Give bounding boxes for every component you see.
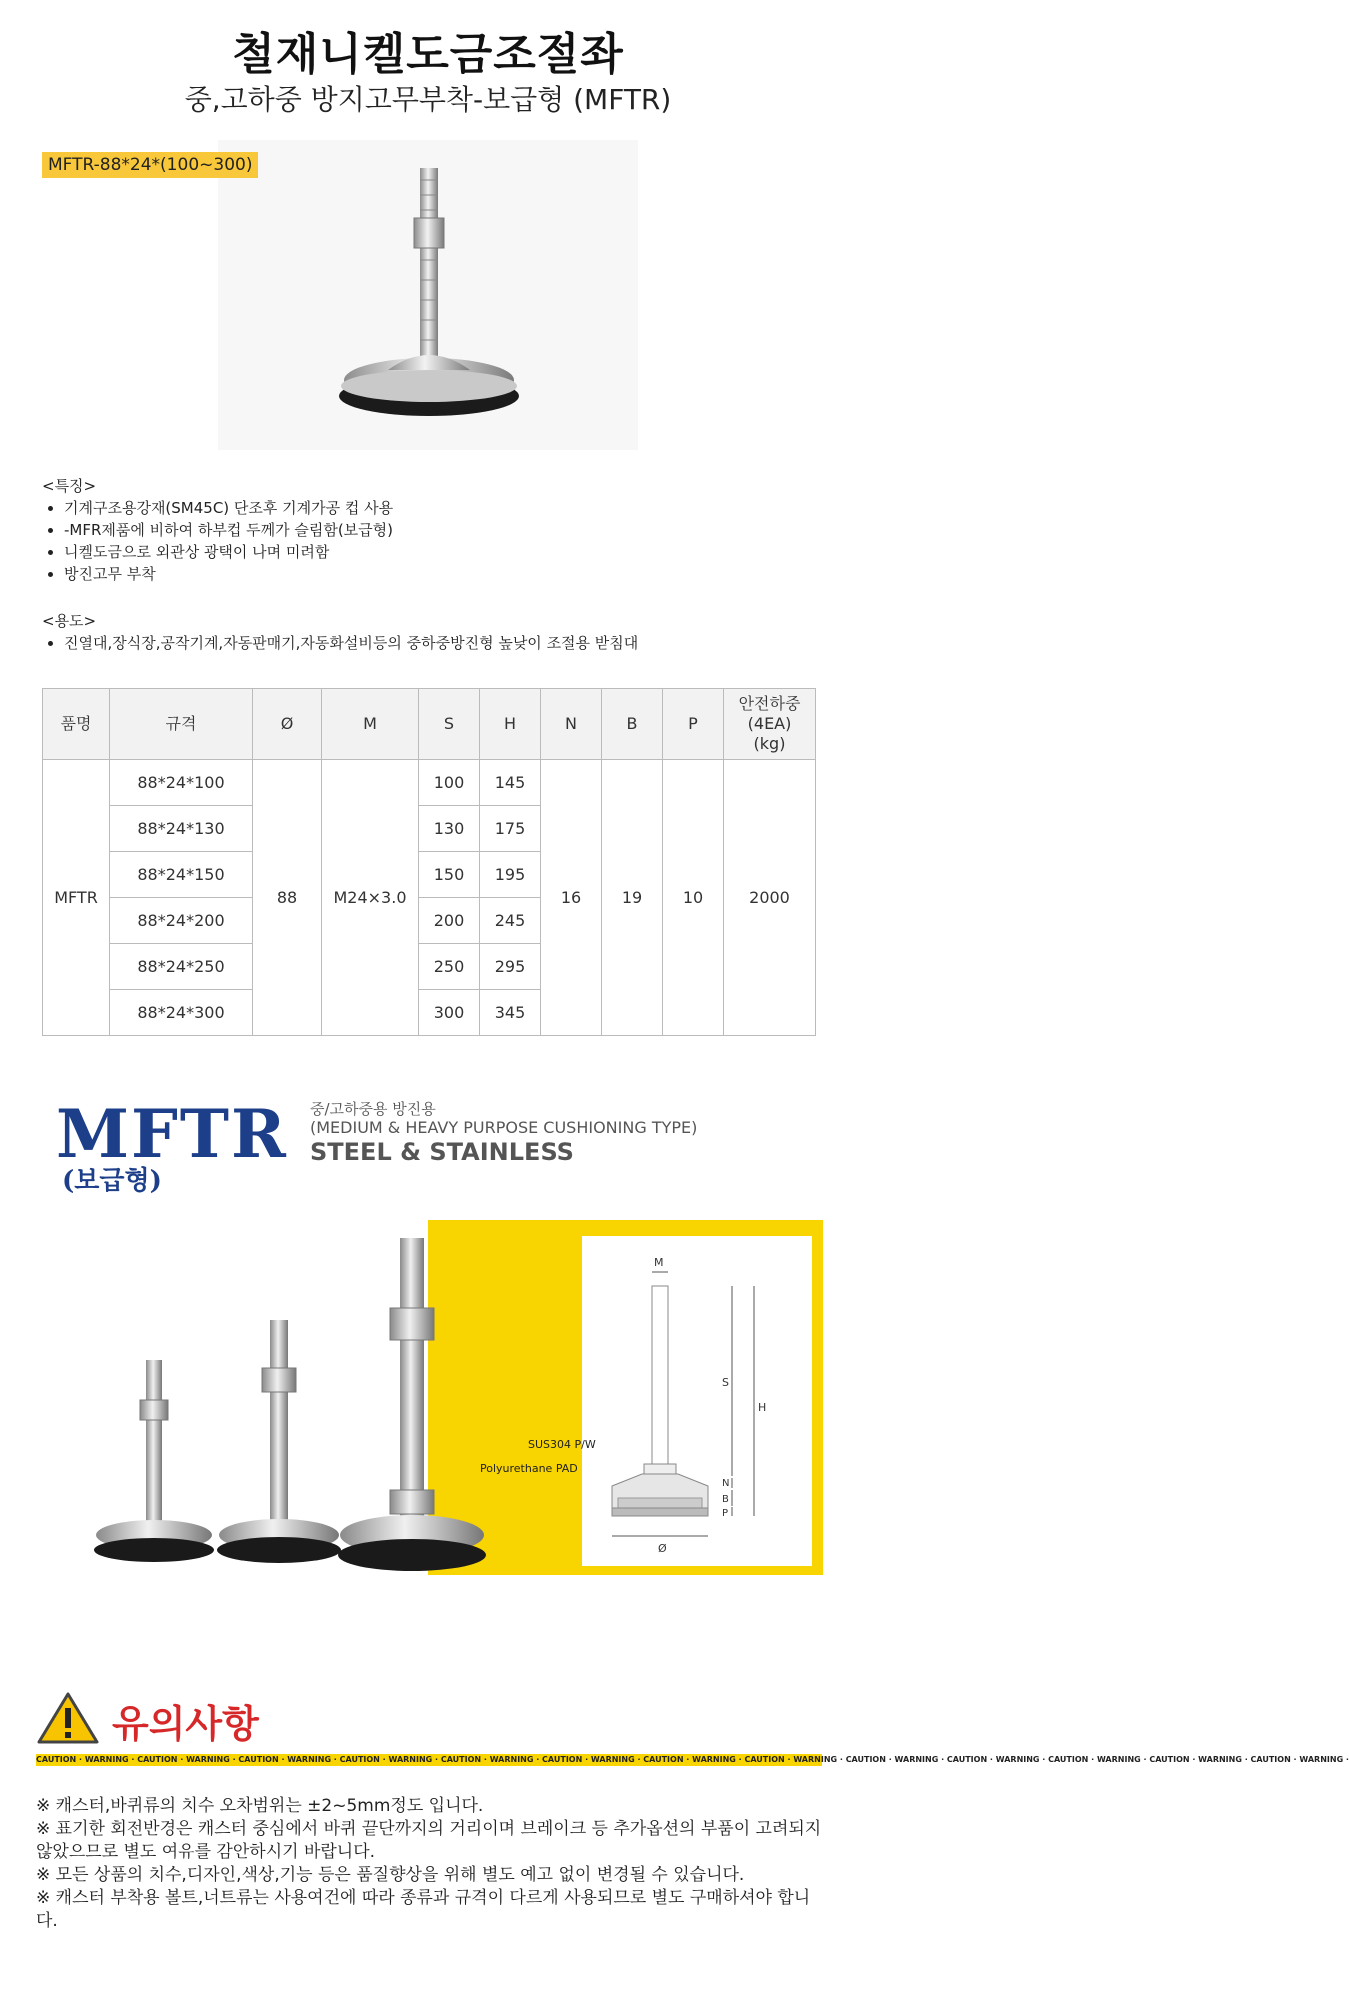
cell-h: 175 (480, 806, 541, 852)
feature-item: • 니켈도금으로 외관상 광택이 나며 미려함 (64, 541, 393, 563)
cell-spec: 88*24*200 (110, 898, 253, 944)
label-washer: SUS304 P/W (528, 1438, 596, 1451)
spec-table (42, 688, 816, 1036)
note-item: ※ 모든 상품의 치수,디자인,색상,기능 등은 품질향상을 위해 별도 예고 없이 변경될 수 있습니다. (36, 1865, 745, 1885)
cell-s: 100 (419, 760, 480, 806)
cell-spec: 88*24*100 (110, 760, 253, 806)
cell-spec: 88*24*130 (110, 806, 253, 852)
cell-load: 2000 (724, 760, 816, 1036)
note-item: ※ 캐스터 부착용 볼트,너트류는 사용여건에 따라 종류과 규격이 다르게 사용되므로 별도 구매하셔야 합니다. (36, 1888, 811, 1931)
col-header: P (663, 689, 724, 760)
brand-desc-kr: 중/고하중용 방진용 (310, 1100, 436, 1118)
uses-section (42, 610, 638, 654)
brand-material: STEEL & STAINLESS (310, 1138, 574, 1166)
brand-logo-sub: (보급형) (62, 1166, 162, 1196)
col-header: Ø (253, 689, 322, 760)
feature-item: • 기계구조용강재(SM45C) 단조후 기계가공 컵 사용 (64, 497, 393, 519)
label-n: N (722, 1478, 730, 1489)
caution-strip: CAUTION · WARNING · CAUTION · WARNING · CAUTION · WARNING · CAUTION · WARNING · CAUTION · WARNING · CAUTION · WARNING · CAUTION · WARNING · CAUTION · WARNING · CAUTION · WARNING · CAUTION · WARNING · CAUTION · WARNING · CAUTION · WARNING · CAUTION · WARNING · (36, 1755, 1349, 1764)
warning-icon (36, 1690, 100, 1750)
cell-diameter: 88 (253, 760, 322, 1036)
caution-title: 유의사항 (112, 1702, 259, 1746)
label-s: S (722, 1376, 729, 1389)
features-heading: <특징> (42, 477, 97, 495)
col-header: 품명 (43, 689, 110, 760)
use-item: • 진열대,장식장,공작기계,자동판매기,자동화설비등의 중하중방진형 높낮이 조절용 받침대 (64, 632, 638, 654)
col-header: M (322, 689, 419, 760)
cell-spec: 88*24*150 (110, 852, 253, 898)
features-section (42, 475, 393, 585)
cell-s: 150 (419, 852, 480, 898)
label-h: H (758, 1401, 767, 1414)
table-row (43, 760, 816, 806)
note-item: ※ 캐스터,바퀴류의 치수 오차범위는 ±2~5mm정도 입니다. (36, 1796, 484, 1816)
page-subtitle: 중,고하중 방지고무부착-보급형 (MFTR) (184, 83, 672, 116)
cell-s: 200 (419, 898, 480, 944)
cell-h: 295 (480, 944, 541, 990)
page-title: 철재니켈도금조절좌 (232, 29, 624, 80)
cell-s: 250 (419, 944, 480, 990)
col-header: B (602, 689, 663, 760)
label-b: B (722, 1494, 729, 1505)
cell-s: 130 (419, 806, 480, 852)
col-header: S (419, 689, 480, 760)
product-photo (218, 140, 638, 450)
product-lineup-image (90, 1230, 500, 1600)
label-diameter: Ø (658, 1542, 667, 1555)
cell-h: 345 (480, 990, 541, 1036)
dimension-diagram (582, 1236, 812, 1566)
col-header: 규격 (110, 689, 253, 760)
brand-desc-en: (MEDIUM & HEAVY PURPOSE CUSHIONING TYPE) (310, 1118, 698, 1137)
cell-m: M24×3.0 (322, 760, 419, 1036)
uses-heading: <용도> (42, 612, 97, 630)
cell-spec: 88*24*300 (110, 990, 253, 1036)
cell-h: 145 (480, 760, 541, 806)
leveling-foot-image (218, 140, 638, 450)
feature-item: • -MFR제품에 비하여 하부컵 두께가 슬림함(보급형) (64, 519, 393, 541)
feature-item: • 방진고무 부착 (64, 563, 393, 585)
table-header-row (43, 689, 816, 760)
cell-h: 245 (480, 898, 541, 944)
caution-notes (36, 1795, 826, 1933)
col-header: H (480, 689, 541, 760)
note-item: ※ 표기한 회전반경은 캐스터 중심에서 바퀴 끝단까지의 거리이며 브레이크 등 추가옵션의 부품이 고려되지 않았으므로 별도 여유를 감안하시기 바랍니다. (36, 1819, 822, 1862)
cell-h: 195 (480, 852, 541, 898)
col-header: 안전하중 (4EA) (kg) (724, 689, 816, 760)
cell-s: 300 (419, 990, 480, 1036)
label-m: M (654, 1256, 664, 1269)
brand-logo: MFTR (56, 1095, 288, 1173)
cell-spec: 88*24*250 (110, 944, 253, 990)
cell-name: MFTR (43, 760, 110, 1036)
label-p: P (722, 1508, 729, 1519)
model-tag: MFTR-88*24*(100~300) (42, 152, 258, 178)
label-pad: Polyurethane PAD (480, 1462, 578, 1475)
col-header: N (541, 689, 602, 760)
cell-n: 16 (541, 760, 602, 1036)
cell-b: 19 (602, 760, 663, 1036)
cell-p: 10 (663, 760, 724, 1036)
diagram-panel (582, 1236, 812, 1566)
